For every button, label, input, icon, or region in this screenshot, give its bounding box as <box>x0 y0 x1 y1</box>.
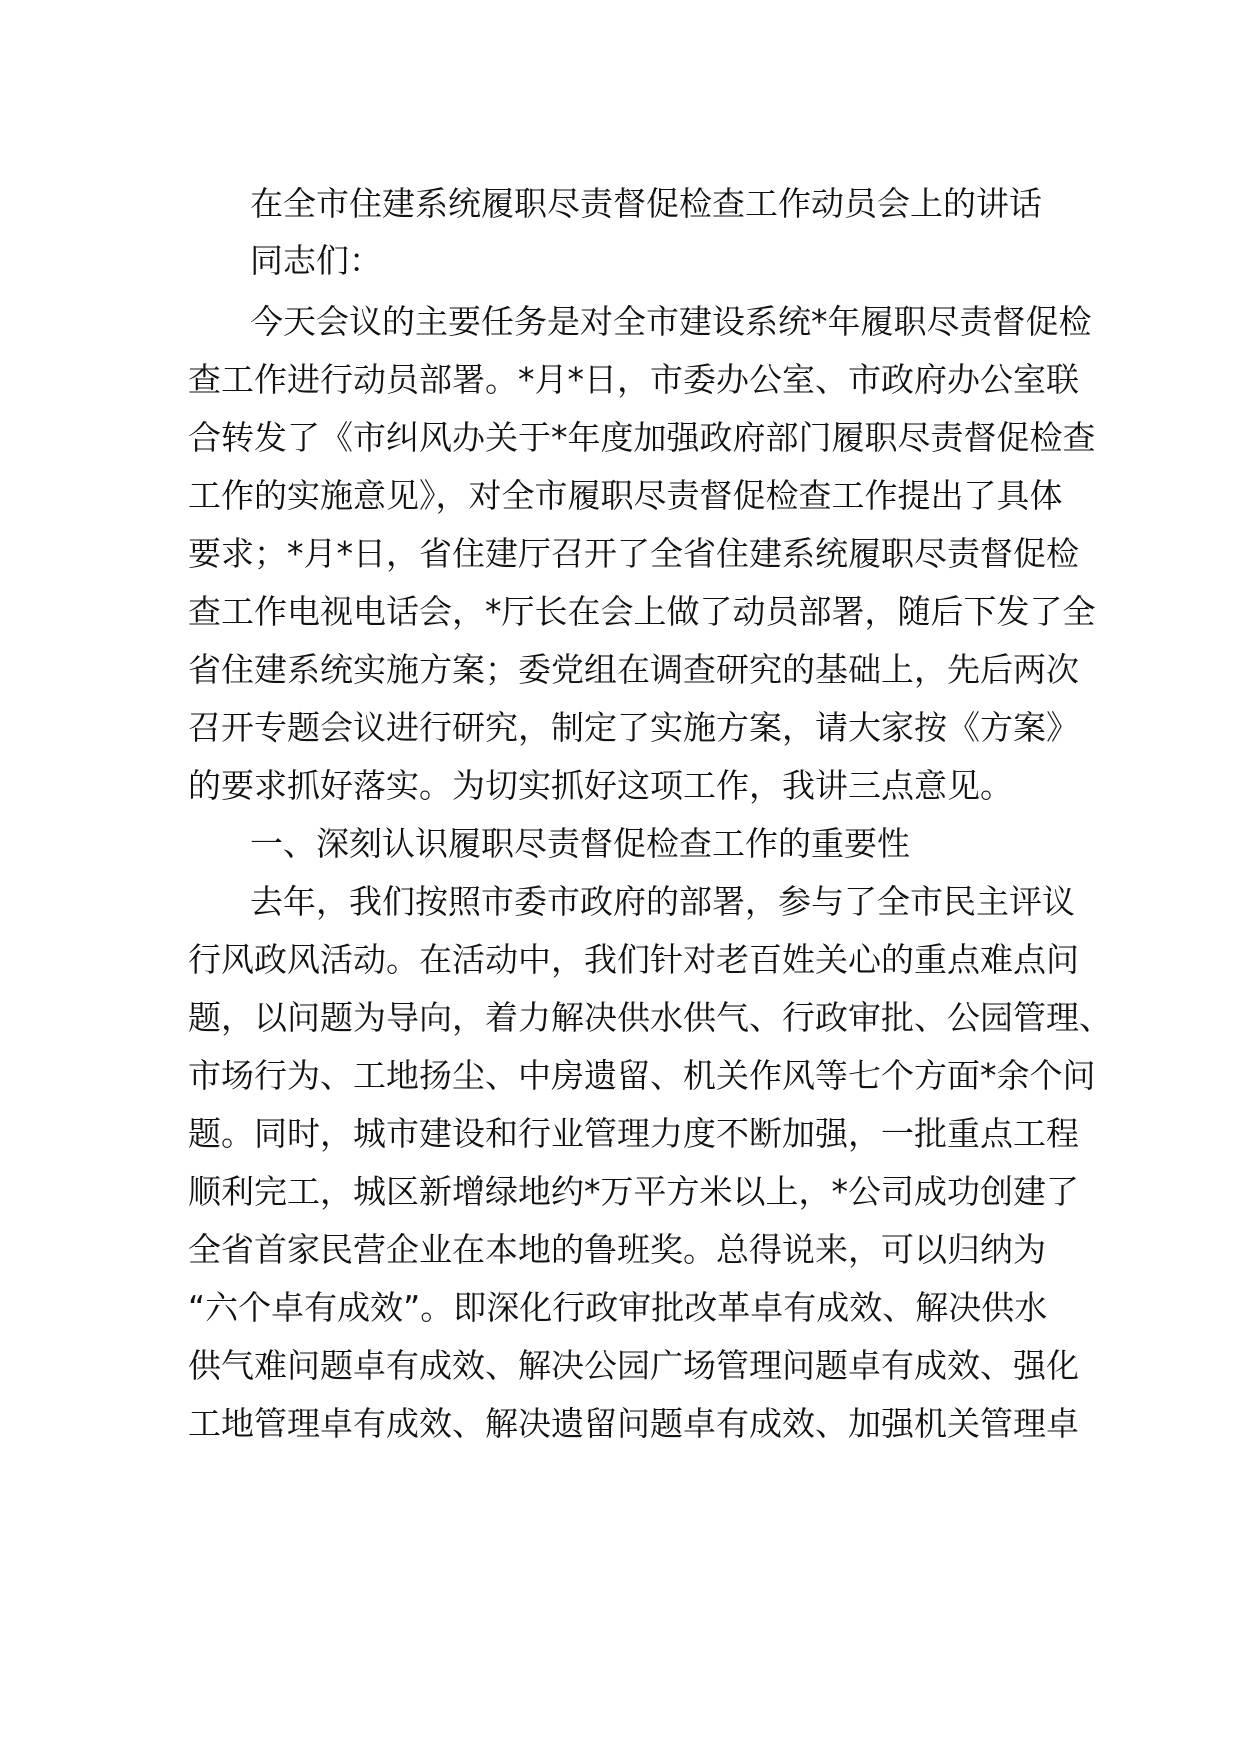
paragraph-line: 的要求抓好落实。为切实抓好这项工作，我讲三点意见。 <box>188 766 1013 805</box>
document-title: 在全市住建系统履职尽责督促检查工作动员会上的讲话 <box>250 184 1042 223</box>
paragraph-line: 合转发了《市纠风办关于*年度加强政府部门履职尽责督促检查 <box>188 418 1096 457</box>
paragraph-line: 题，以问题为导向，着力解决供水供气、行政审批、公园管理、 <box>188 998 1112 1037</box>
paragraph-line: 去年，我们按照市委市政府的部署，参与了全市民主评议 <box>250 882 1075 921</box>
paragraph-line: 工地管理卓有成效、解决遗留问题卓有成效、加强机关管理卓 <box>188 1404 1079 1443</box>
paragraph-line: 行风政风活动。在活动中，我们针对老百姓关心的重点难点问 <box>188 940 1079 979</box>
paragraph-line: 工作的实施意见》，对全市履职尽责督促检查工作提出了具体 <box>188 476 1063 515</box>
paragraph-line: 题。同时，城市建设和行业管理力度不断加强，一批重点工程 <box>188 1114 1079 1153</box>
paragraph-line: 省住建系统实施方案；委党组在调查研究的基础上，先后两次 <box>188 650 1079 689</box>
section-heading: 一、深刻认识履职尽责督促检查工作的重要性 <box>250 824 910 863</box>
paragraph-line: 查工作电视电话会，*厅长在会上做了动员部署，随后下发了全 <box>188 592 1096 631</box>
paragraph-line: 今天会议的主要任务是对全市建设系统*年履职尽责督促检 <box>250 302 1092 341</box>
paragraph-line: 供气难问题卓有成效、解决公园广场管理问题卓有成效、强化 <box>188 1346 1079 1385</box>
paragraph-line: 市场行为、工地扬尘、中房遗留、机关作风等七个方面*余个问 <box>188 1056 1096 1095</box>
paragraph-line: “六个卓有成效”。即深化行政审批改革卓有成效、解决供水 <box>188 1288 1048 1327</box>
paragraph-line: 查工作进行动员部署。*月*日，市委办公室、市政府办公室联 <box>188 360 1079 399</box>
paragraph-line: 召开专题会议进行研究，制定了实施方案，请大家按《方案》 <box>188 708 1079 747</box>
paragraph-line: 要求；*月*日，省住建厅召开了全省住建系统履职尽责督促检 <box>188 534 1079 573</box>
paragraph-line: 顺利完工，城区新增绿地约*万平方米以上，*公司成功创建了 <box>188 1172 1079 1211</box>
paragraph-line: 全省首家民营企业在本地的鲁班奖。总得说来，可以归纳为 <box>188 1230 1046 1269</box>
salutation: 同志们： <box>250 241 382 280</box>
